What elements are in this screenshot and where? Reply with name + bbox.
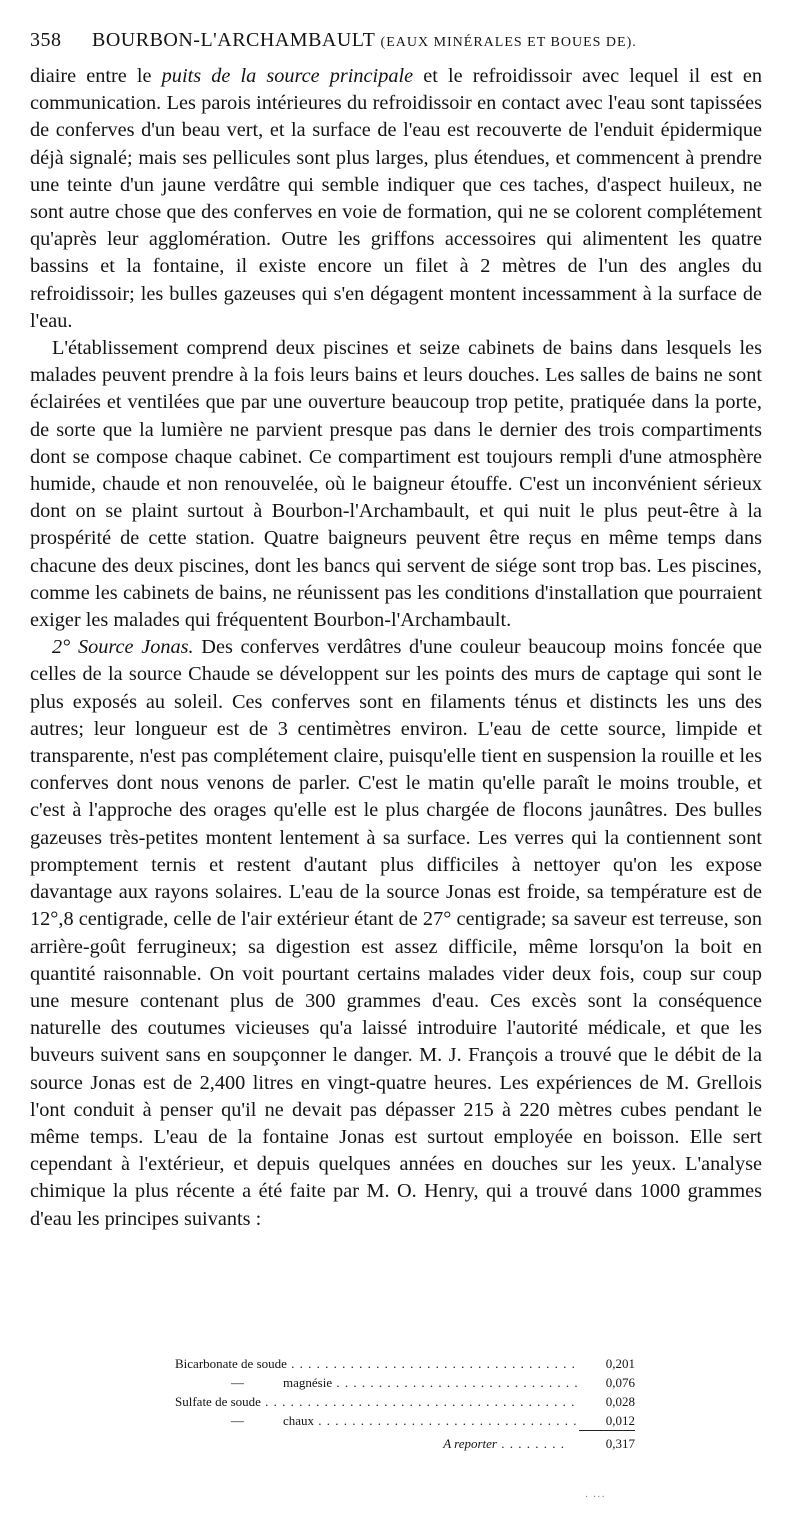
paragraph-source-jonas xyxy=(30,634,762,1232)
row-value: 0,201 xyxy=(605,1356,635,1371)
table-row xyxy=(175,1392,635,1411)
table-row xyxy=(175,1354,635,1373)
header-title: BOURBON-L'ARCHAMBAULT xyxy=(92,29,376,51)
row-name: chaux xyxy=(283,1413,315,1428)
table-total-row xyxy=(175,1434,635,1456)
italic-phrase: puits de la source principale xyxy=(161,65,414,87)
paragraph-continuation: diaire entre le puits de la source principale et le refroidissoir avec lequel il est en communication. Les parois intérieures du refroidissoir en contact avec l'eau sont tapissées de conferves d'un beau vert, et la surface de l'eau est recouverte de l'enduit épidermique déjà signalé; mais ses pellicules sont plus larges, plus étendues, et commencent à prendre une teinte d'un jaune verdâtre qui semble indiquer que ces taches, d'aspect huileux, ne sont autre chose que des conferves en voie de formation, qui ne se colorent complétement qu'après leur agglomération. Outre les griffons accessoires qui alimentent les quatre bassins et la fontaine, il existe encore un filet à 2 mètres de l'un des angles du refroidissoir; les bulles gazeuses qui s'en dégagent montent incessamment à la surface de l'eau. xyxy=(30,65,762,332)
table-row xyxy=(175,1411,635,1430)
row-value: 0,012 xyxy=(579,1411,635,1431)
header-subtitle: (EAUX MINÉRALES ET BOUES DE). xyxy=(380,35,637,50)
ditto-dash: — xyxy=(231,1413,244,1428)
table-row xyxy=(175,1373,635,1392)
total-label: A reporter . . . xyxy=(175,1434,579,1453)
body-text xyxy=(30,63,762,1233)
paragraph-source-jonas-text: Des conferves verdâtres d'une couleur beaucoup moins foncée que celles de la source Chaude se développent sur les points des murs de captage qui sont le plus exposés au soleil. Ces conferves sont en filaments ténus et distincts les uns des autres; leur longueur est de 3 centimètres environ. L'eau de cette source, limpide et transparente, n'est pas complétement claire, puisqu'elle tient en suspension la rouille et les conferves dont nous venons de parler. C'est le matin qu'elle paraît le moins trouble, et c'est à l'approche des orages qu'elle est le plus chargée de flocons jaunâtres. Des bulles gazeuses très-petites montent lentement à sa surface. Les verres qui la contiennent sont promptement ternis et restent d'autant plus difficiles à nettoyer qu'on les expose davantage aux rayons solaires. L'eau de la source Jonas est froide, sa température est de 12°,8 centigrade, celle de l'air extérieur étant de 27° centigrade; sa saveur est terreuse, son arrière-goût ferrugineux; sa digestion est assez difficile, même lorsqu'on la boit en quantité raisonnable. On voit pourtant certains malades vider deux fois, coup sur coup une mesure contenant plus de 300 grammes d'eau. Ces excès sont la conséquence naturelle des coutumes vicieuses qu'a laissé introduire l'autorité médicale, et que les buveurs suivent sans en soupçonner le danger. M. J. François a trouvé que le débit de la source Jonas est de 2,400 litres en vingt-quatre heures. Les expériences de M. Grellois l'ont conduit à penser qu'il ne devait pas dépasser 215 à 220 mètres cubes pendant le même temps. L'eau de la fontaine Jonas est surtout employée en boisson. Elle sert cependant à l'extérieur, et depuis quelques années en douches sur les yeux. L'analyse chimique la plus récente a été faite par M. O. Henry, qui a trouvé dans 1000 grammes d'eau les principes suivants : xyxy=(30,636,763,1230)
page-number: 358 xyxy=(30,29,62,51)
footer-marks: · ··· xyxy=(585,1492,606,1503)
row-value: 0,076 xyxy=(605,1375,635,1390)
row-name: Sulfate de soude xyxy=(175,1394,261,1409)
row-name: magnésie xyxy=(283,1375,333,1390)
analysis-table xyxy=(175,1354,635,1456)
ditto-dash: — xyxy=(231,1375,244,1390)
total-value: 0,317 xyxy=(605,1436,635,1451)
row-value: 0,028 xyxy=(605,1394,635,1409)
running-header xyxy=(30,28,770,55)
row-name: Bicarbonate de soude xyxy=(175,1356,287,1371)
paragraph-establishment: L'établissement comprend deux piscines et seize cabinets de bains dans lesquels les malades peuvent prendre à la fois leurs bains et leurs douches. Les salles de bains ne sont éclairées et ventilées que par une ouverture beaucoup trop petite, pratiquée dans la porte, de sorte que la lumière ne parvient presque pas dans le dernier des trois compartiments dont se compose chaque cabinet. Ce compartiment est toujours rempli d'une atmosphère humide, chaude et non renouvelée, où le baigneur étouffe. C'est un inconvénient sérieux dont on se plaint surtout à Bourbon-l'Archambault, et qui nuit le plus peut-être à la prospérité de cette station. Quatre baigneurs peuvent être reçus en même temps dans chacune des deux piscines, dont les bancs qui servent de siége sont trop bas. Les piscines, comme les cabinets de bains, ne réunissent pas les conditions d'installation que pourraient exiger les malades qui fréquentent Bourbon-l'Archambault. xyxy=(30,337,762,632)
section-heading-source-jonas: 2° Source Jonas. xyxy=(52,636,194,659)
